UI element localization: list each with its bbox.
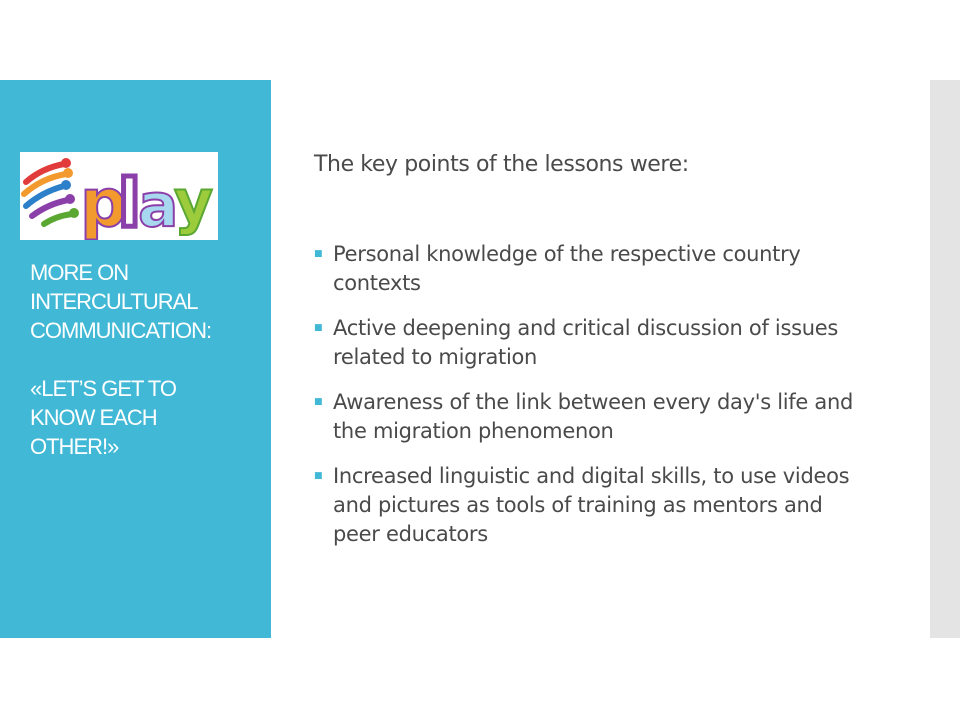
bullet-text: contexts xyxy=(333,271,421,295)
hands-logo-icon xyxy=(20,152,218,240)
list-item xyxy=(314,462,904,549)
bullet-text: Personal knowledge of the respective country xyxy=(333,242,801,266)
bullet-list xyxy=(314,240,904,565)
play-logo xyxy=(20,152,218,240)
svg-text:p: p xyxy=(80,165,124,240)
list-item xyxy=(314,314,904,372)
right-decor-band xyxy=(930,80,960,638)
svg-text:y: y xyxy=(174,167,214,237)
list-item xyxy=(314,240,904,298)
bullet-text: the migration phenomenon xyxy=(333,419,614,443)
bullet-text: Active deepening and critical discussion of issues xyxy=(333,316,839,340)
section-title xyxy=(30,258,260,461)
bullet-icon: ■ xyxy=(314,397,323,407)
main-content xyxy=(314,150,904,546)
list-item xyxy=(314,388,904,446)
subtitle-line: «LET’S GET TO xyxy=(30,376,176,401)
svg-text:l: l xyxy=(118,165,141,240)
bullet-icon: ■ xyxy=(314,471,323,481)
svg-text:a: a xyxy=(138,171,179,240)
bullet-text: and pictures as tools of training as mentors and xyxy=(333,493,823,517)
subtitle-line: OTHER!» xyxy=(30,434,119,459)
subtitle-line: KNOW EACH xyxy=(30,405,157,430)
bullet-text: Increased linguistic and digital skills, to use videos xyxy=(333,464,850,488)
bullet-text: peer educators xyxy=(333,522,488,546)
title-line: MORE ON xyxy=(30,260,129,285)
bullet-icon: ■ xyxy=(314,323,323,333)
title-line: INTERCULTURAL xyxy=(30,289,198,314)
bullet-icon: ■ xyxy=(314,249,323,259)
bullet-text: related to migration xyxy=(333,345,538,369)
title-line: COMMUNICATION: xyxy=(30,318,212,343)
bullet-text: Awareness of the link between every day's life and xyxy=(333,390,853,414)
intro-text: The key points of the lessons were: xyxy=(314,152,689,177)
